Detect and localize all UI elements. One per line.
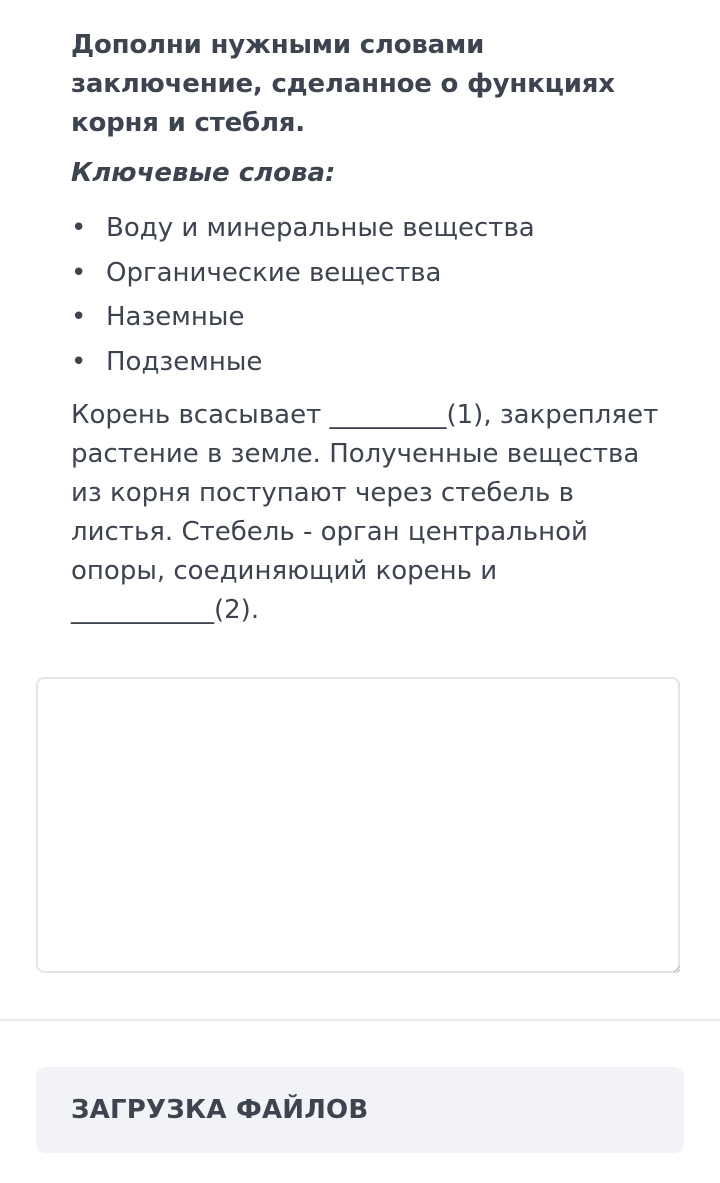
section-divider [0,1019,720,1021]
keyword-list [71,206,671,384]
bullet-icon: • [71,302,87,332]
keyword-text: Органические вещества [106,257,442,288]
file-upload-button[interactable] [36,1067,684,1153]
list-item [71,295,671,340]
file-upload-label: ЗАГРУЗКА ФАЙЛОВ [71,1095,369,1125]
list-item [71,340,671,385]
answer-textarea[interactable] [36,677,680,973]
bullet-icon: • [71,213,87,243]
keywords-heading: Ключевые слова: [71,158,336,188]
bullet-icon: • [71,257,87,288]
keyword-text: Подземные [106,346,263,377]
list-item [71,251,671,296]
task-title: Дополни нужными словами заключение, сделанное о функциях корня и стебля. [71,30,615,138]
bullet-icon: • [71,346,87,377]
keyword-text: Воду и минеральные вещества [106,213,535,243]
task-content [71,26,671,630]
keyword-text: Наземные [106,302,245,332]
task-paragraph: Корень всасывает _________(1), закрепляет растение в земле. Полученные вещества из корня поступают через стебель в листья. Стебель - орган центральной опоры, соединяющий корень и ___________(2). [71,400,659,625]
resize-grip-icon[interactable] [673,966,680,973]
list-item [71,206,671,251]
